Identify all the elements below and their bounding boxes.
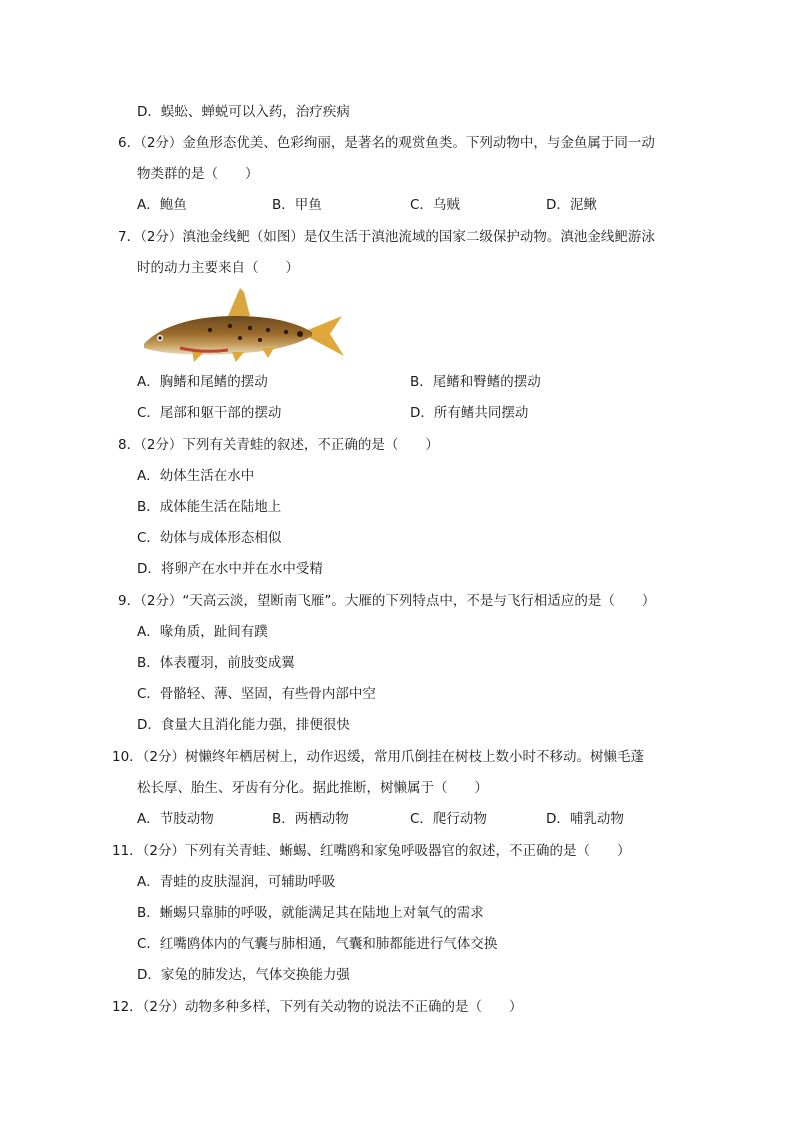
fish-body (144, 316, 312, 355)
fish-illustration (140, 286, 346, 364)
q6-option-c: C．乌贼 (410, 197, 460, 213)
q7-stem-line-1: 7．（2分）滇池金线鲃（如图）是仅生活于滇池流域的国家二级保护动物。滇池金线鲃游泳 (118, 229, 655, 245)
q11-option-d: D．家兔的肺发达，气体交换能力强 (137, 967, 350, 983)
q8-option-a: A．幼体生活在水中 (137, 468, 255, 484)
dorsal-fin (228, 288, 250, 316)
q8-option-d: D．将卵产在水中并在水中受精 (137, 561, 323, 577)
q10-option-c: C．爬行动物 (410, 811, 487, 827)
spot (238, 336, 242, 340)
q6-option-d: D．泥鳅 (546, 197, 597, 213)
q7-option-b: B．尾鳍和臀鳍的摆动 (410, 374, 541, 390)
q6-stem-line-1: 6．（2分）金鱼形态优美、色彩绚丽，是著名的观赏鱼类。下列动物中，与金鱼属于同一动 (118, 135, 655, 151)
anal-fin (262, 348, 274, 358)
q9-option-d: D．食量大且消化能力强，排便很快 (137, 717, 350, 733)
q9-stem: 9．（2分）“天高云淡，望断南飞雁”。大雁的下列特点中，不是与飞行相适应的是（ ） (118, 593, 656, 609)
q9-option-a: A．喙角质，趾间有蹼 (137, 624, 268, 640)
spot (248, 326, 252, 330)
q10-option-d: D．哺乳动物 (546, 811, 624, 827)
q8-stem: 8．（2分）下列有关青蛙的叙述，不正确的是（ ） (118, 437, 439, 453)
spot (266, 328, 270, 332)
spot (208, 328, 212, 332)
q9-option-b: B．体表覆羽，前肢变成翼 (137, 655, 295, 671)
spot (258, 338, 262, 342)
q6-option-a: A．鲍鱼 (137, 197, 187, 213)
q9-option-c: C．骨骼轻、薄、坚固，有些骨内部中空 (137, 686, 376, 702)
q7-option-c: C．尾部和躯干部的摆动 (137, 405, 282, 421)
q7-option-d: D．所有鳍共同摆动 (410, 405, 529, 421)
q10-option-b: B．两栖动物 (272, 811, 349, 827)
spot (297, 331, 303, 337)
q12-stem: 12．（2分）动物多种多样，下列有关动物的说法不正确的是（ ） (112, 999, 523, 1015)
q5-option-d: D．蜈蚣、蝉蜕可以入药，治疗疾病 (137, 104, 350, 120)
fish-pupil (158, 336, 161, 339)
q11-option-a: A．青蛙的皮肤湿润，可辅助呼吸 (137, 874, 336, 890)
spot (228, 324, 232, 328)
q6-stem-line-2: 物类群的是（ ） (137, 166, 259, 182)
pelvic-fin (232, 352, 244, 362)
tail-fin (308, 316, 344, 356)
q11-option-b: B．蜥蜴只靠肺的呼吸，就能满足其在陆地上对氧气的需求 (137, 905, 484, 921)
q8-option-c: C．幼体与成体形态相似 (137, 530, 282, 546)
q10-stem-line-2: 松长厚、胎生、牙齿有分化。据此推断，树懒属于（ ） (137, 780, 488, 796)
q7-stem-line-2: 时的动力主要来自（ ） (137, 260, 299, 276)
q8-option-b: B．成体能生活在陆地上 (137, 499, 282, 515)
spot (284, 330, 288, 334)
q10-option-a: A．节肢动物 (137, 811, 214, 827)
q10-stem-line-1: 10．（2分）树懒终年栖居树上，动作迟缓，常用爪倒挂在树枝上数小时不移动。树懒毛蓬 (112, 749, 645, 765)
q7-option-a: A．胸鳍和尾鳍的摆动 (137, 374, 268, 390)
q11-stem: 11．（2分）下列有关青蛙、蜥蜴、红嘴鸥和家兔呼吸器官的叙述，不正确的是（ ） (112, 843, 631, 859)
q6-option-b: B．甲鱼 (272, 197, 322, 213)
q11-option-c: C．红嘴鸥体内的气囊与肺相通，气囊和肺都能进行气体交换 (137, 936, 498, 952)
